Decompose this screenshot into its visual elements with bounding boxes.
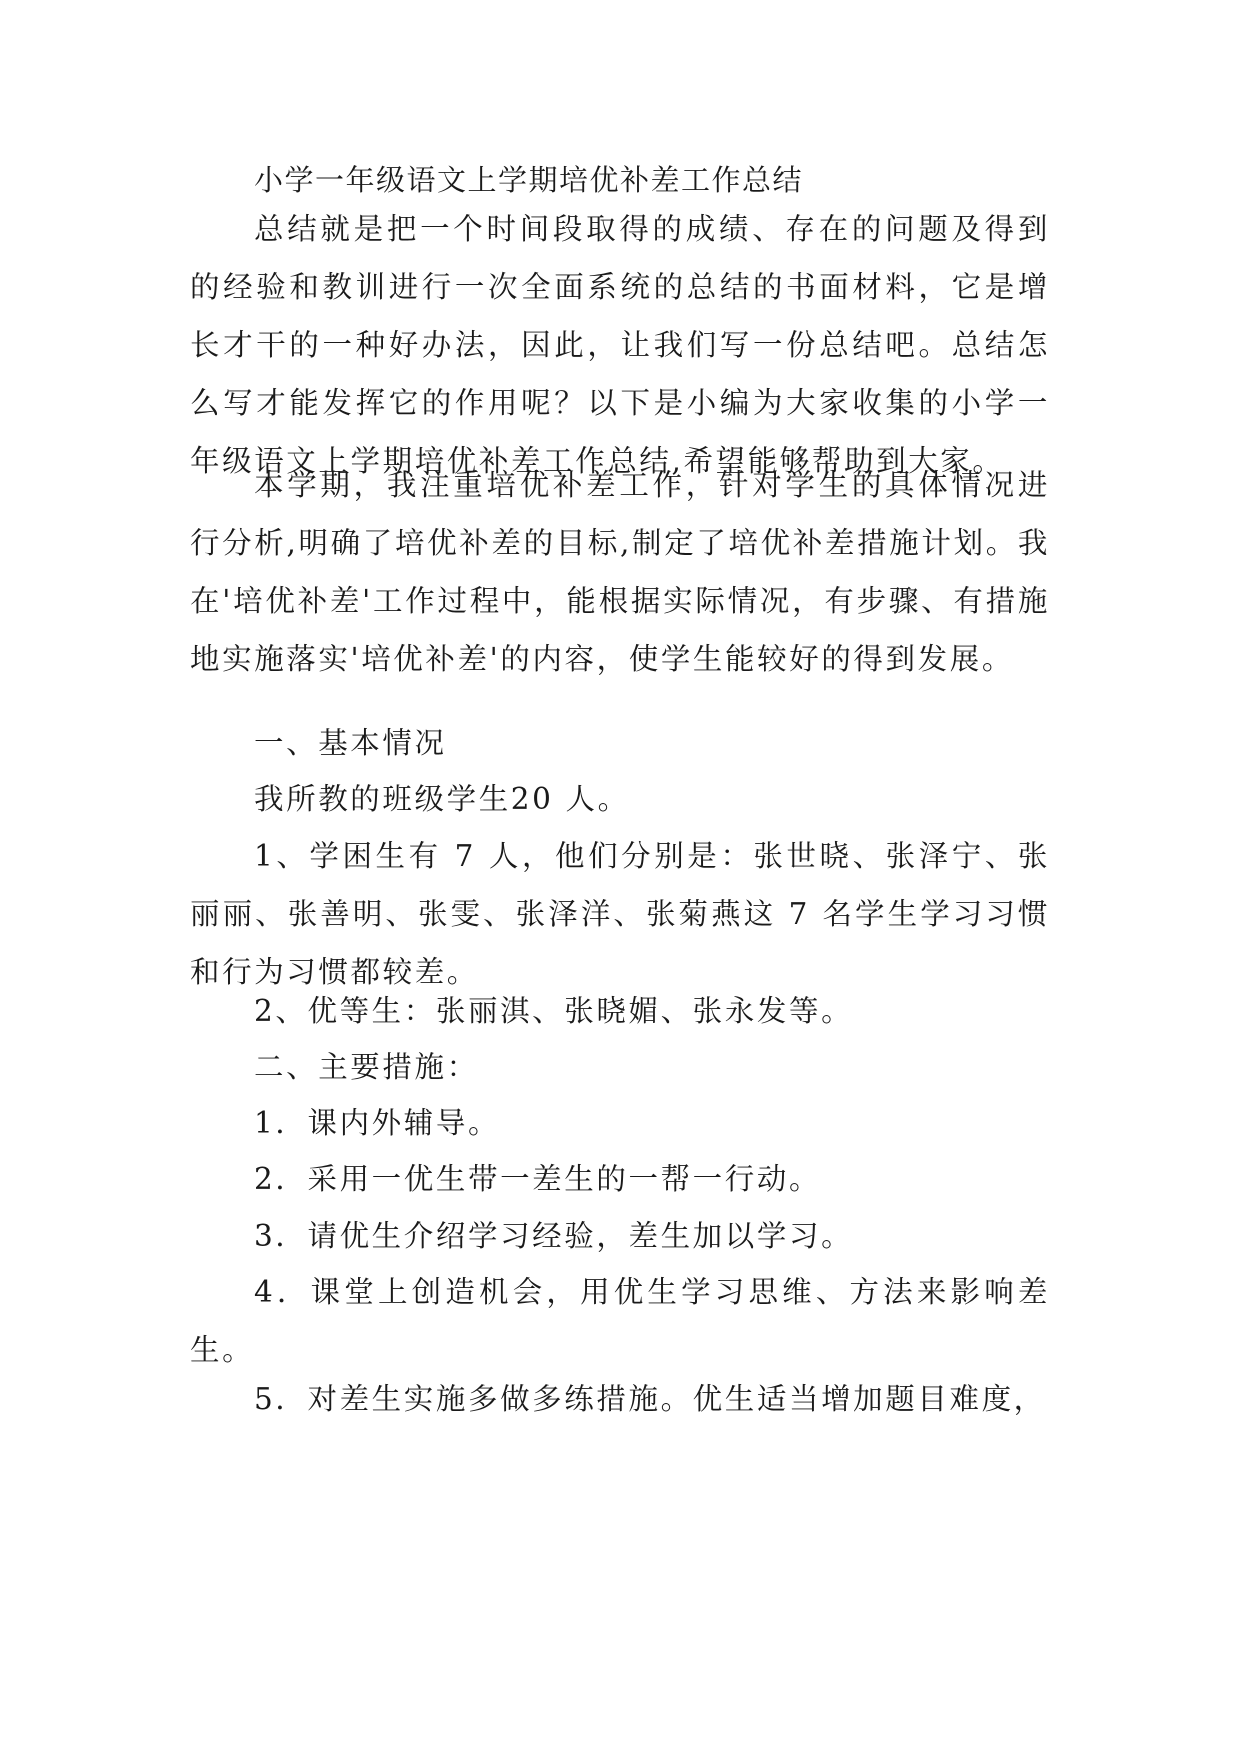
measure-item: 2．采用一优生带一差生的一帮一行动。 [254,1162,822,1196]
document-page [190,0,1050,1754]
measure-item: 5．对差生实施多做多练措施。优生适当增加题目难度， [254,1382,1046,1416]
body-paragraph: 本学期，我注重培优补差工作，针对学生的具体情况进行分析,明确了培优补差的目标,制定了培优补差措施计划。我在'培优补差'工作过程中，能根据实际情况，有步骤、有措施地实施落实'培优补差'的内容，使学生能较好的得到发展。 [190,468,1050,676]
list-item: 1、学困生有 7 人，他们分别是：张世晓、张泽宁、张丽丽、张善明、张雯、张泽洋、张菊燕这 7 名学生学习习惯和行为习惯都较差。 [190,839,1050,989]
section-heading-measures: 二、主要措施： [254,1050,479,1084]
measure-item: 3．请优生介绍学习经验，差生加以学习。 [254,1219,854,1253]
intro-paragraph: 总结就是把一个时间段取得的成绩、存在的问题及得到的经验和教训进行一次全面系统的总结的书面材料，它是增长才干的一种好办法，因此，让我们写一份总结吧。总结怎么写才能发挥它的作用呢？以下是小编为大家收集的小学一年级语文上学期培优补差工作总结,希望能够帮助到大家。 [190,212,1050,478]
measure-item: 1．课内外辅导。 [254,1106,501,1140]
measure-item: 4．课堂上创造机会，用优生学习思维、方法来影响差生。 [190,1275,1050,1367]
document-title: 小学一年级语文上学期培优补差工作总结 [254,163,804,197]
list-item: 2、优等生：张丽淇、张晓媚、张永发等。 [254,994,854,1028]
section-heading-basic: 一、基本情况 [254,726,447,760]
class-size-text: 我所教的班级学生20 人。 [254,782,630,816]
